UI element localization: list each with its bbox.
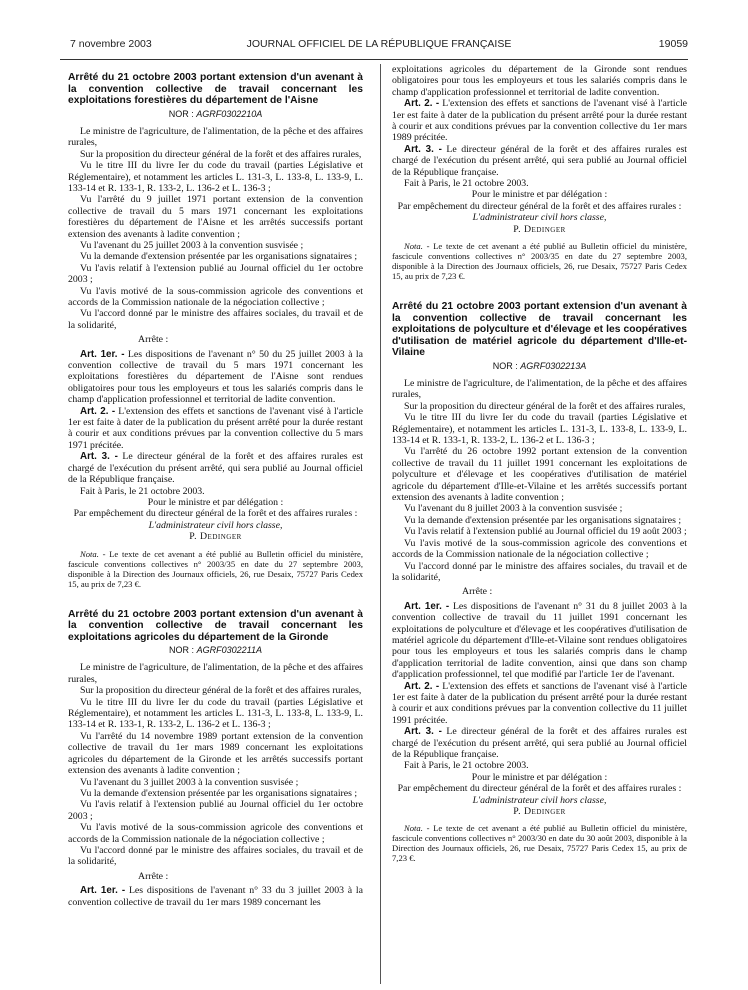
arrete-label: Arrête : (138, 870, 169, 882)
arrete-label: Arrête : (138, 334, 169, 346)
done-at: Fait à Paris, le 21 octobre 2003. (404, 760, 529, 772)
visa: Vu l'avis motivé de la sous-commission agricole des conventions et accords de la Commission nationale de la négociation collective ; (68, 285, 363, 308)
header-journal-title: JOURNAL OFFICIEL DE LA RÉPUBLIQUE FRANÇAISE (246, 38, 512, 50)
header-date: 7 novembre 2003 (70, 38, 152, 50)
visa: Vu la demande d'extension présentée par les organisations signataires ; (80, 251, 358, 263)
signatory-name: P. Dedinger (513, 223, 566, 235)
nota-note (68, 549, 363, 589)
note-text: Le texte de cet avenant a été publié au Bulletin officiel du ministère, fascicule conventions collectives n° 2003/35 en date du 27 septembre 2003, disponible à la Direction des Journaux officiels, 26, rue Desaix, 75727 Paris Cedex 15, au prix de 7,23 €. (68, 548, 363, 589)
signature-title: L'administrateur civil hors classe, (472, 794, 607, 806)
nor-code: AGRF0302211A (196, 645, 262, 656)
signature-title: L'administrateur civil hors classe, (472, 212, 607, 224)
nor-code: AGRF0302213A (520, 360, 587, 371)
signature-line: Par empêchement du directeur général de la forêt et des affaires rurales : (397, 783, 682, 795)
article-3 (392, 144, 687, 178)
article-text: Les dispositions de l'avenant n° 33 du 3 juillet 2003 à la convention collective de travail du 1er mars 1989 concernant les (68, 885, 363, 908)
visa: Vu l'avis relatif à l'extension publié au Journal officiel du 19 août 2003 ; (404, 526, 687, 538)
article-continuation: exploitations agricoles du département de la Gironde sont rendues obligatoires pour tous les employeurs et tous les salariés compris dans le champ d'application professionnel et territorial de ladite convention. (392, 64, 687, 98)
visa: Vu la demande d'extension présentée par les organisations signataires ; (80, 787, 358, 799)
visa: Vu l'arrêté du 14 novembre 1989 portant extension de la convention collective de travail du 1er mars 1989 concernant les exploitations agricoles du département de la Gironde et les arrêtés successifs portant extension des avenants à ladite convention ; (68, 730, 363, 777)
visa: Vu l'avenant du 3 juillet 2003 à la convention susvisée ; (80, 776, 299, 788)
article-text: Le directeur général de la forêt et des affaires rurales est chargé de l'exécution du présent arrêté, qui sera publié au Journal officiel de la République française. (68, 451, 363, 486)
nor-label: NOR : (169, 645, 195, 656)
article-3 (392, 726, 687, 760)
article-2 (392, 98, 687, 144)
article-label: Art. 1er. - (80, 348, 125, 360)
header-page-number: 19059 (658, 38, 688, 50)
article-label: Art. 1er. - (404, 600, 450, 612)
article-text: Les dispositions de l'avenant n° 31 du 8 juillet 2003 à la convention collective de travail du 11 juillet 1991 concernant les exploitations de polyculture et d'élevage et les coopératives d'utilisation de matériel agricole du département d'Ille-et-Vilaine sont rendues obligatoires pour tous les employeurs et tous les salariés compris dans le champ d'application territorial de ladite convention, ainsi que dans son champ d'application professionnel, tel que modifié par l'article 1er de l'avenant. (392, 600, 687, 681)
article-label: Art. 2. - (404, 680, 440, 692)
visa: Vu le titre III du livre Ier du code du travail (parties Législative et Réglementaire), et notamment les articles L. 131-3, L. 133-8, L. 133-9, L. 133-14 et R. 133-1, R. 133-2, L. 136-2 et L. 136-3 ; (68, 696, 363, 731)
done-at: Fait à Paris, le 21 octobre 2003. (80, 485, 205, 497)
article-label: Art. 3. - (404, 143, 442, 155)
visa: Vu l'accord donné par le ministre des affaires sociales, du travail et de la solidarité, (68, 844, 363, 868)
note-label: Nota. - (404, 241, 430, 252)
visa: Vu la demande d'extension présentée par les organisations signataires ; (404, 514, 682, 526)
nota-note (392, 823, 687, 863)
nor-label: NOR : (168, 108, 194, 119)
article-label: Art. 3. - (80, 451, 118, 463)
article-text: L'extension des effets et sanctions de l'avenant visé à l'article 1er est faite à dater de la publication du présent arrêté pour la durée restant à courir et aux conditions prévues par la convention collective du 1er mars 1989 précitée. (392, 98, 688, 144)
nor-label: NOR : (492, 360, 518, 371)
note-label: Nota. - (404, 823, 430, 834)
note-label: Nota. - (80, 548, 106, 559)
signature-title: L'administrateur civil hors classe, (148, 519, 283, 531)
signature-line: Par empêchement du directeur général de la forêt et des affaires rurales : (397, 200, 682, 212)
article-text: Les dispositions de l'avenant n° 50 du 25 juillet 2003 à la convention collective de travail du 5 mars 1971 concernant les exploitations forestières du département de l'Aisne sont rendues obligatoires pour tous les employeurs et tous les salariés compris dans le champ d'application professionnel et territorial de ladite convention. (68, 348, 363, 406)
visa: Vu l'accord donné par le ministre des affaires sociales, du travail et de la solidarité, (68, 308, 363, 331)
signature-line: Par empêchement du directeur général de la forêt et des affaires rurales : (73, 508, 358, 520)
done-at: Fait à Paris, le 21 octobre 2003. (404, 178, 529, 190)
visa: Sur la proposition du directeur général de la forêt et des affaires rurales, (80, 685, 362, 697)
column-divider (380, 64, 381, 984)
article-label: Art. 1er. - (80, 885, 126, 897)
visa: Vu l'avis relatif à l'extension publié au Journal officiel du 1er octobre 2003 ; (68, 262, 363, 286)
arrete-label: Arrête : (462, 586, 493, 598)
signatory-name: P. Dedinger (513, 806, 566, 818)
nor-reference (392, 361, 687, 372)
visa: Vu l'arrêté du 26 octobre 1992 portant extension de la convention collective de travail du 11 juillet 1991 concernant les exploitations de polyculture et d'élevage et les coopératives d'utilisation de matériel agricole du département d'Ille-et-Vilaine et les arrêtés successifs portant extension des avenants à ladite convention ; (392, 446, 687, 504)
arrete-title: Arrêté du 21 octobre 2003 portant extension d'un avenant à la convention collective de travail concernant les exploitations forestières du département de l'Aisne (68, 72, 363, 106)
visa: Vu l'accord donné par le ministre des affaires sociales, du travail et de la solidarité, (392, 560, 687, 583)
article-text: L'extension des effets et sanctions de l'avenant visé à l'article 1er est faite à dater de la publication du présent arrêté pour la durée restant à courir et aux conditions prévues par la convention collective du 11 juillet 1991 précitée. (392, 680, 688, 726)
visa: Vu le titre III du livre Ier du code du travail (parties Législative et Réglementaire), et notamment les articles L. 131-3, L. 133-8, L. 133-9, L. 133-14 et R. 133-1, R. 133-2, L. 136-2 et L. 136-3 ; (68, 160, 363, 194)
visa: Vu l'avenant du 25 juillet 2003 à la convention susvisée ; (80, 239, 304, 251)
article-text: L'extension des effets et sanctions de l'avenant visé à l'article 1er est faite à dater de la publication du présent arrêté pour la durée restant à courir et aux conditions prévues par la convention collective du 5 mars 1971 précitée. (68, 405, 364, 451)
visa: Sur la proposition du directeur général de la forêt et des affaires rurales, (404, 400, 686, 412)
signatory-name: P. Dedinger (189, 531, 242, 543)
article-2 (68, 406, 363, 452)
article-text: Le directeur général de la forêt et des affaires rurales est chargé de l'exécution du présent arrêté, qui sera publié au Journal officiel de la République française. (392, 726, 687, 760)
article-label: Art. 3. - (404, 726, 442, 738)
article-label: Art. 2. - (80, 405, 116, 417)
article-label: Art. 2. - (404, 98, 440, 110)
visa: Vu l'avis motivé de la sous-commission agricole des conventions et accords de la Commission nationale de la négociation collective ; (68, 822, 363, 845)
article-1 (392, 601, 687, 681)
nota-note (392, 241, 687, 281)
arrete-title: Arrêté du 21 octobre 2003 portant extension d'un avenant à la convention collective de travail concernant les exploitations de polyculture et d'élevage et les coopératives d'utilisation de matériel agricole du département d'Ille-et-Vilaine (392, 301, 687, 359)
visa: Vu l'arrêté du 9 juillet 1971 portant extension de la convention collective de travail du 5 mars 1971 concernant les exploitations forestières du département de l'Aisne et les arrêtés successifs portant extension des avenants à ladite convention ; (68, 194, 363, 240)
visa: Vu l'avenant du 8 juillet 2003 à la convention susvisée ; (404, 503, 623, 515)
page-header (70, 38, 688, 54)
left-column (68, 72, 363, 908)
article-1 (68, 349, 363, 406)
signature-line: Pour le ministre et par délégation : (471, 771, 608, 783)
visa: Vu le titre III du livre Ier du code du travail (parties Législative et Réglementaire), et notamment les articles L. 131-3, L. 133-8, L. 133-9, L. 133-14 et R. 133-1, R. 133-2, L. 136-2 et L. 136-3 ; (392, 412, 687, 447)
visa: Le ministre de l'agriculture, de l'alimentation, de la pêche et des affaires rurales, (68, 125, 363, 149)
visa: Le ministre de l'agriculture, de l'alimentation, de la pêche et des affaires rurales, (392, 378, 687, 401)
nor-code: AGRF0302210A (196, 108, 263, 119)
nor-reference (68, 109, 363, 120)
signature-line: Pour le ministre et par délégation : (147, 496, 284, 508)
signature-line: Pour le ministre et par délégation : (471, 189, 608, 201)
article-2 (392, 681, 687, 727)
arrete-title: Arrêté du 21 octobre 2003 portant extension d'un avenant à la convention collective de travail concernant les exploitations agricoles du département de la Gironde (68, 608, 363, 643)
visa: Vu l'avis relatif à l'extension publié au Journal officiel du 1er octobre 2003 ; (68, 799, 363, 822)
visa: Sur la proposition du directeur général de la forêt et des affaires rurales, (80, 148, 362, 160)
article-text: Le directeur général de la forêt et des affaires rurales est chargé de l'exécution du présent arrêté, qui sera publié au Journal officiel de la République française. (392, 143, 687, 178)
visa: Le ministre de l'agriculture, de l'alimentation, de la pêche et des affaires rurales, (68, 662, 363, 685)
nor-reference (68, 645, 363, 656)
article-3 (68, 451, 363, 485)
header-rule (60, 59, 688, 60)
article-1 (68, 885, 363, 908)
right-column (392, 64, 687, 863)
note-text: Le texte de cet avenant a été publié au Bulletin officiel du ministère, fascicule conventions collectives n° 2003/35 en date du 27 septembre 2003, disponible à la Direction des Journaux officiels, 26, rue Desaix, 75727 Paris Cedex 15, au prix de 7,23 €. (392, 241, 687, 282)
note-text: Le texte de cet avenant a été publié au Bulletin officiel du ministère, fascicule conventions collectives n° 2003/30 en date du 30 août 2003, disponible à la Direction des Journaux officiels, 26, rue Desaix, 75727 Paris Cedex 15, au prix de 7,23 €. (392, 823, 687, 864)
visa: Vu l'avis motivé de la sous-commission agricole des conventions et accords de la Commission nationale de la négociation collective ; (392, 537, 687, 561)
